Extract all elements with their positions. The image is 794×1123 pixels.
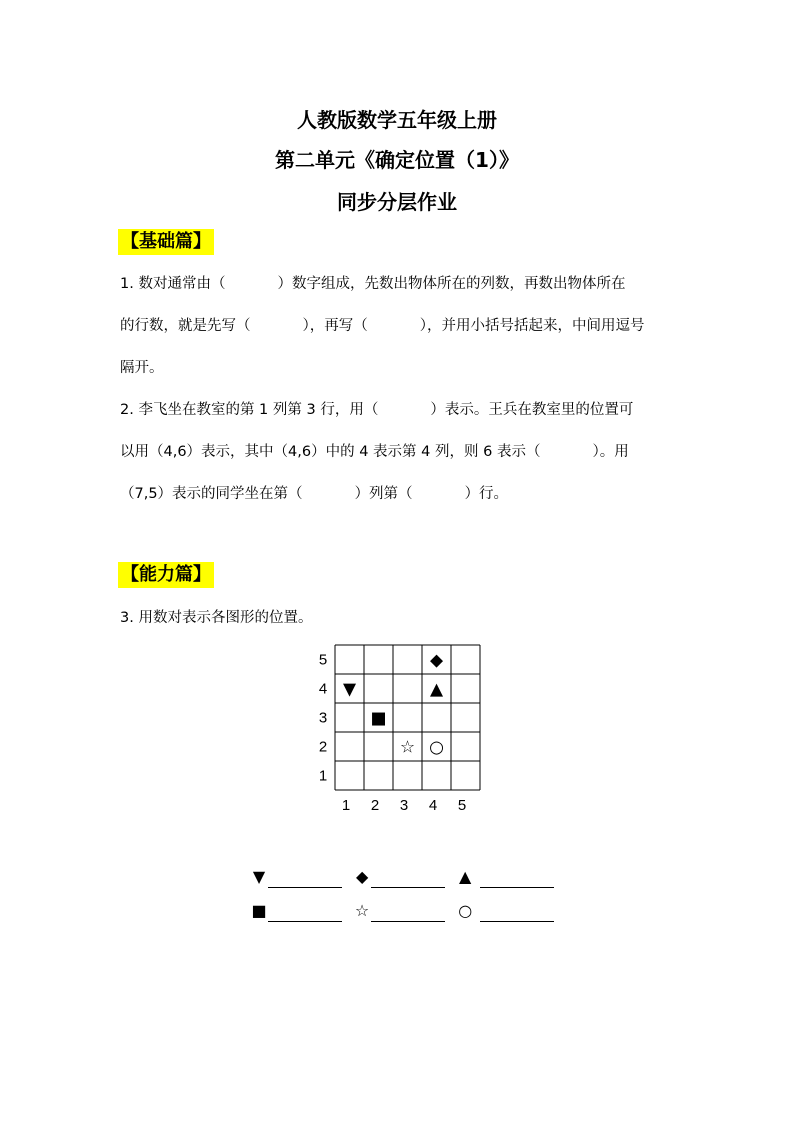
answer-blank[interactable] bbox=[268, 905, 342, 922]
x-tick-label: 1 bbox=[341, 797, 351, 814]
star-icon: ☆ bbox=[399, 737, 416, 758]
q1-line-2 bbox=[120, 316, 645, 336]
q2-line-1 bbox=[120, 400, 633, 420]
q1-text-2c: ），并用小括号括起来，中间用逗号 bbox=[419, 318, 645, 334]
x-tick-label: 3 bbox=[399, 797, 409, 814]
q2-text-3b: ）列第（ bbox=[354, 486, 413, 502]
down-triangle-icon: ▼ bbox=[342, 679, 357, 700]
section-basic-heading: 【基础篇】 bbox=[118, 229, 214, 255]
q2-text-1b: ）表示。王兵在教室里的位置可 bbox=[430, 402, 634, 418]
y-tick-label: 1 bbox=[318, 767, 328, 785]
q2-text-3a: （7,5）表示的同学坐在第（ bbox=[120, 486, 303, 502]
section-ability-heading: 【能力篇】 bbox=[118, 562, 214, 588]
answer-row-2 bbox=[250, 900, 560, 922]
answer-blank[interactable] bbox=[480, 871, 554, 888]
answer-item bbox=[353, 900, 445, 922]
square-icon: ■ bbox=[251, 901, 267, 920]
q2-line-2 bbox=[120, 442, 629, 462]
q1-text-2a: 的行数，就是先写（ bbox=[120, 318, 251, 334]
x-tick-label: 2 bbox=[370, 797, 380, 814]
q1-line-1 bbox=[120, 274, 625, 294]
answer-item bbox=[456, 866, 554, 888]
star-icon: ☆ bbox=[354, 901, 370, 920]
q3-text: 3. 用数对表示各图形的位置。 bbox=[120, 610, 313, 626]
circle-icon: ○ bbox=[429, 737, 444, 758]
diamond-icon: ◆ bbox=[429, 650, 444, 671]
answer-blank[interactable] bbox=[268, 871, 342, 888]
answer-blank[interactable] bbox=[480, 905, 554, 922]
up-triangle-icon: ▲ bbox=[459, 867, 472, 886]
y-tick-label: 5 bbox=[318, 651, 328, 669]
q1-text-1b: ）数字组成，先数出物体所在的列数，再数出物体所在 bbox=[277, 276, 626, 292]
q1-text-2b: ），再写（ bbox=[302, 318, 368, 334]
subtitle: 同步分层作业 bbox=[337, 190, 457, 214]
answer-blank[interactable] bbox=[371, 905, 445, 922]
unit-title: 第二单元《确定位置（1）》 bbox=[275, 148, 519, 172]
answer-item bbox=[250, 900, 342, 922]
q1-line-3: 隔开。 bbox=[120, 360, 164, 376]
page-title: 人教版数学五年级上册 bbox=[297, 108, 497, 132]
q2-text-1a: 2. 李飞坐在教室的第 1 列第 3 行，用（ bbox=[120, 402, 379, 418]
coordinate-grid bbox=[0, 630, 794, 860]
q2-text-2b: ）。用 bbox=[592, 444, 629, 460]
q2-text-3c: ）行。 bbox=[464, 486, 509, 502]
circle-icon: ○ bbox=[458, 901, 473, 920]
y-tick-label: 2 bbox=[318, 738, 328, 756]
y-tick-label: 4 bbox=[318, 680, 328, 698]
answer-item bbox=[353, 866, 445, 888]
y-tick-label: 3 bbox=[318, 709, 328, 727]
diamond-icon: ◆ bbox=[355, 867, 369, 886]
q2-line-3 bbox=[120, 484, 508, 504]
q2-text-2a: 以用（4,6）表示，其中（4,6）中的 4 表示第 4 列，则 6 表示（ bbox=[120, 444, 541, 460]
answer-item bbox=[456, 900, 554, 922]
answer-row-1 bbox=[250, 866, 560, 888]
square-icon: ■ bbox=[370, 708, 387, 729]
q1-text-1a: 1. 数对通常由（ bbox=[120, 276, 226, 292]
x-tick-label: 5 bbox=[457, 797, 467, 814]
answer-item bbox=[250, 866, 342, 888]
x-tick-label: 4 bbox=[428, 797, 438, 814]
down-triangle-icon: ▼ bbox=[252, 867, 266, 886]
answer-blank[interactable] bbox=[371, 871, 445, 888]
up-triangle-icon: ▲ bbox=[429, 679, 444, 700]
